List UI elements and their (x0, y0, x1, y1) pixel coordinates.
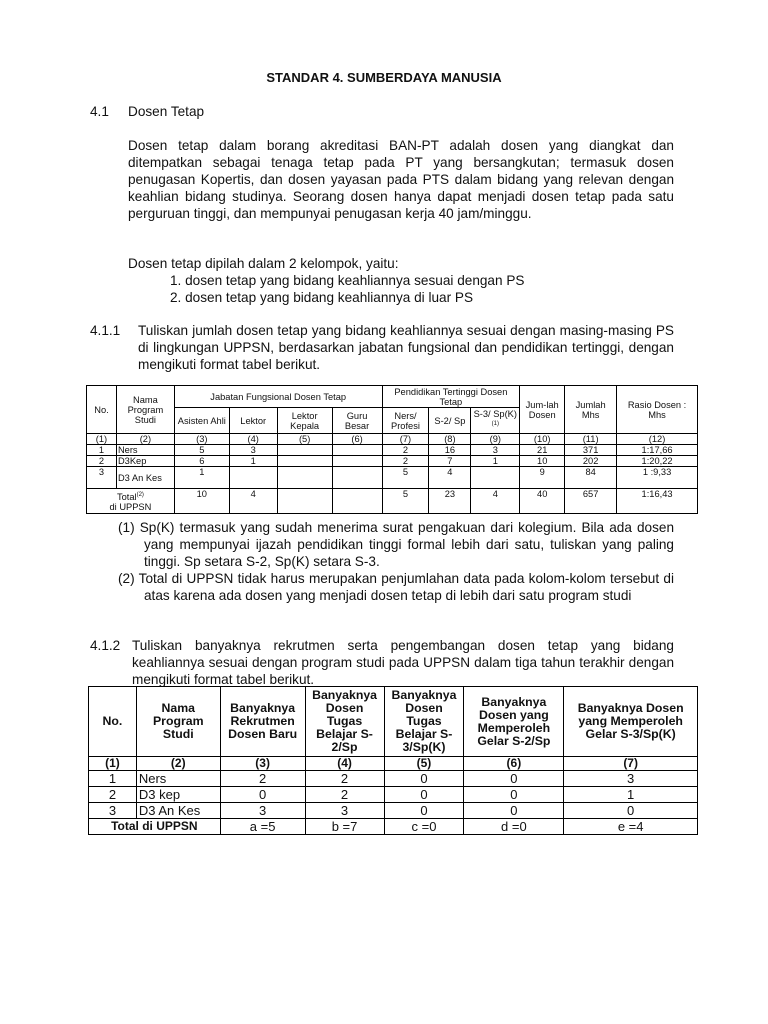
t2-header-gelar-s2: Banyaknya Dosen yang Memperoleh Gelar S-2/Sp (464, 687, 564, 757)
t1-colnum: (4) (229, 434, 277, 445)
t2-cell: 0 (464, 787, 564, 803)
t1-header-s3-sup: (1) (491, 421, 499, 428)
t2-cell: 2 (89, 787, 137, 803)
section-heading-4-1: Dosen Tetap (128, 104, 205, 119)
t1-cell: 2 (382, 456, 429, 467)
section-text-4-1-2 (132, 637, 674, 688)
t1-cell: 2 (382, 445, 429, 456)
t1-cell: 5 (174, 445, 229, 456)
t1-cell: 2 (87, 456, 117, 467)
t2-colnum: (3) (220, 757, 305, 771)
t1-colnum: (12) (617, 434, 698, 445)
t1-header-pendidikan: Pendidikan Tertinggi Dosen Tetap (382, 386, 520, 408)
t2-cell: D3 kep (136, 787, 220, 803)
section-number-4-1-1: 4.1.1 (90, 323, 121, 338)
t1-cell: 4 (471, 489, 520, 514)
t1-cell (277, 489, 332, 514)
t1-header-guru-besar: Guru Besar (332, 408, 382, 434)
t1-colnum: (6) (332, 434, 382, 445)
t1-header-no: No. (87, 386, 117, 434)
t2-header-gelar-s3: Banyaknya Dosen yang Memperoleh Gelar S-3/Sp(K) (564, 687, 698, 757)
t1-total-sup: (2) (136, 491, 144, 498)
t2-header-program: Nama Program Studi (136, 687, 220, 757)
t2-cell: 3 (220, 803, 305, 819)
t2-colnum: (6) (464, 757, 564, 771)
section-text-4-1-1 (138, 322, 674, 373)
t1-header-s2: S-2/ Sp (429, 408, 471, 434)
t1-header-jumlah-dosen: Jum-lah Dosen (520, 386, 565, 434)
t2-total-row (89, 819, 698, 835)
t1-cell: 10 (520, 456, 565, 467)
t1-cell: 371 (565, 445, 617, 456)
t2-cell: D3 An Kes (136, 803, 220, 819)
t2-cell: 0 (564, 803, 698, 819)
t1-cell (332, 489, 382, 514)
t1-cell: 1:16,43 (617, 489, 698, 514)
t1-cell (332, 445, 382, 456)
t2-cell: 0 (384, 803, 464, 819)
t2-cell: a =5 (220, 819, 305, 835)
intro-paragraph: Dosen tetap dalam borang akreditasi BAN-PT adalah dosen yang diangkat dan ditempatkan sebagai tenaga tetap pada PT yang bersangkutan; termasuk dosen penugasan Kopertis, dan dosen yayasan pada PTS dalam bidang yang relevan dengan keahlian bidang studinya. Seorang dosen hanya dapat menjadi dosen tetap pada satu perguruan tinggi, dan mempunyai penugasan kerja 40 jam/minggu. (128, 138, 674, 221)
t1-header-asisten: Asisten Ahli (174, 408, 229, 434)
t2-cell: 0 (220, 787, 305, 803)
note-2: (2) Total di UPPSN tidak harus merupakan penjumlahan data pada kolom-kolom tersebut di atas karena ada dosen yang menjadi dosen tetap di lebih dari satu program studi (118, 571, 674, 603)
section-text-4-1-2-content: Tuliskan banyaknya rekrutmen serta pengembangan dosen tetap yang bidang keahliannya sesuai dengan program studi pada UPPSN dalam tiga tahun terakhir dengan mengikuti format tabel berikut. (132, 638, 674, 687)
t1-cell: 1 :9,33 (617, 467, 698, 489)
t2-header-tugas-s3: Banyaknya Dosen Tugas Belajar S-3/Sp(K) (384, 687, 464, 757)
t1-cell: 16 (429, 445, 471, 456)
t1-cell (277, 456, 332, 467)
t1-header-program: Nama Program Studi (116, 386, 174, 434)
t1-total-label-text: Total (116, 492, 137, 503)
t2-cell: 3 (305, 803, 384, 819)
t1-cell: 1 (174, 467, 229, 489)
t2-cell: Ners (136, 771, 220, 787)
t1-total-label-text-2: di UPPSN (109, 502, 152, 513)
t2-colnum-row (89, 757, 698, 771)
t1-cell: 4 (429, 467, 471, 489)
t2-cell: 2 (305, 787, 384, 803)
t1-cell: 3 (229, 445, 277, 456)
t1-cell: 4 (229, 489, 277, 514)
t1-cell: 3 (471, 445, 520, 456)
t1-colnum: (11) (565, 434, 617, 445)
t2-cell: 0 (384, 787, 464, 803)
t2-cell: d =0 (464, 819, 564, 835)
t1-cell (332, 456, 382, 467)
table-rekrutmen (88, 686, 698, 835)
table-row (89, 803, 698, 819)
t1-header-s3-text: S-3/ Sp(K) (473, 409, 517, 420)
t1-cell: 23 (429, 489, 471, 514)
t1-cell: 9 (520, 467, 565, 489)
note-1: (1) Sp(K) termasuk yang sudah menerima surat pengakuan dari kolegium. Bila ada dosen yang mempunyai ijazah pendidikan tinggi formal lebih dari satu, tuliskan yang paling tinggi. Sp setara S-2, Sp(K) setara S-3. (118, 520, 674, 569)
t1-colnum-row (87, 434, 698, 445)
t1-cell: D3Kep (116, 456, 174, 467)
t1-colnum: (7) (382, 434, 429, 445)
t2-colnum: (1) (89, 757, 137, 771)
t1-colnum: (2) (116, 434, 174, 445)
t1-header-rasio: Rasio Dosen : Mhs (617, 386, 698, 434)
t1-colnum: (8) (429, 434, 471, 445)
table-row (89, 771, 698, 787)
t1-header-lektor: Lektor (229, 408, 277, 434)
t1-cell: 21 (520, 445, 565, 456)
t1-colnum: (1) (87, 434, 117, 445)
t1-cell: 1 (87, 445, 117, 456)
t1-cell: 84 (565, 467, 617, 489)
group-item-2: 2. dosen tetap yang bidang keahliannya di luar PS (170, 290, 474, 305)
t1-cell: 657 (565, 489, 617, 514)
t1-colnum: (9) (471, 434, 520, 445)
group-item-1: 1. dosen tetap yang bidang keahliannya sesuai dengan PS (170, 273, 525, 288)
t1-cell: 5 (382, 467, 429, 489)
t2-cell: 1 (89, 771, 137, 787)
t1-cell: D3 An Kes (116, 467, 174, 489)
t1-cell: 40 (520, 489, 565, 514)
t1-colnum: (10) (520, 434, 565, 445)
t1-header-lektor-kepala: Lektor Kepala (277, 408, 332, 434)
table-row (89, 787, 698, 803)
t2-cell: e =4 (564, 819, 698, 835)
t1-cell (229, 467, 277, 489)
t1-colnum: (5) (277, 434, 332, 445)
t1-header-ners: Ners/ Profesi (382, 408, 429, 434)
t1-cell: 7 (429, 456, 471, 467)
t1-cell (471, 467, 520, 489)
t2-header-tugas-s2: Banyaknya Dosen Tugas Belajar S-2/Sp (305, 687, 384, 757)
t1-cell: 202 (565, 456, 617, 467)
table-row (87, 467, 698, 489)
table-row (87, 445, 698, 456)
section-number-4-1: 4.1 (90, 104, 109, 119)
t1-header-jumlah-mhs: Jumlah Mhs (565, 386, 617, 434)
t2-cell: 1 (564, 787, 698, 803)
t2-cell: b =7 (305, 819, 384, 835)
t1-cell: 1:17,66 (617, 445, 698, 456)
t2-colnum: (5) (384, 757, 464, 771)
t1-cell: 1:20,22 (617, 456, 698, 467)
t2-total-label: Total di UPPSN (89, 819, 221, 835)
t2-cell: 0 (384, 771, 464, 787)
t2-colnum: (4) (305, 757, 384, 771)
t2-cell: 2 (220, 771, 305, 787)
t1-cell: 6 (174, 456, 229, 467)
t1-cell: 10 (174, 489, 229, 514)
t2-cell: 2 (305, 771, 384, 787)
table-row (87, 456, 698, 467)
groups-intro: Dosen tetap dipilah dalam 2 kelompok, yaitu: (128, 256, 399, 271)
t1-cell (277, 445, 332, 456)
t2-cell: 0 (464, 771, 564, 787)
t1-cell: 1 (471, 456, 520, 467)
t2-header-no: No. (89, 687, 137, 757)
t2-cell: 0 (464, 803, 564, 819)
t2-header-rekrutmen: Banyaknya Rekrutmen Dosen Baru (220, 687, 305, 757)
page-title: STANDAR 4. SUMBERDAYA MANUSIA (266, 70, 502, 85)
t1-header-jabatan: Jabatan Fungsional Dosen Tetap (174, 386, 382, 408)
t2-cell: 3 (564, 771, 698, 787)
t1-total-row (87, 489, 698, 514)
t1-cell: Ners (116, 445, 174, 456)
section-number-4-1-2: 4.1.2 (90, 638, 121, 653)
t1-header-s3 (471, 408, 520, 434)
t1-cell: 1 (229, 456, 277, 467)
t1-cell: 5 (382, 489, 429, 514)
t1-colnum: (3) (174, 434, 229, 445)
t1-cell: 3 (87, 467, 117, 489)
t2-colnum: (2) (136, 757, 220, 771)
t2-cell: 3 (89, 803, 137, 819)
t2-colnum: (7) (564, 757, 698, 771)
section-text-4-1-1-content: Tuliskan jumlah dosen tetap yang bidang keahliannya sesuai dengan masing-masing PS di lingkungan UPPSN, berdasarkan jabatan fungsional dan pendidikan tertinggi, dengan mengikuti format tabel berikut. (138, 323, 674, 372)
table-dosen-tetap (86, 385, 698, 514)
t1-total-label (87, 489, 175, 514)
t1-cell (332, 467, 382, 489)
t1-cell (277, 467, 332, 489)
t2-cell: c =0 (384, 819, 464, 835)
